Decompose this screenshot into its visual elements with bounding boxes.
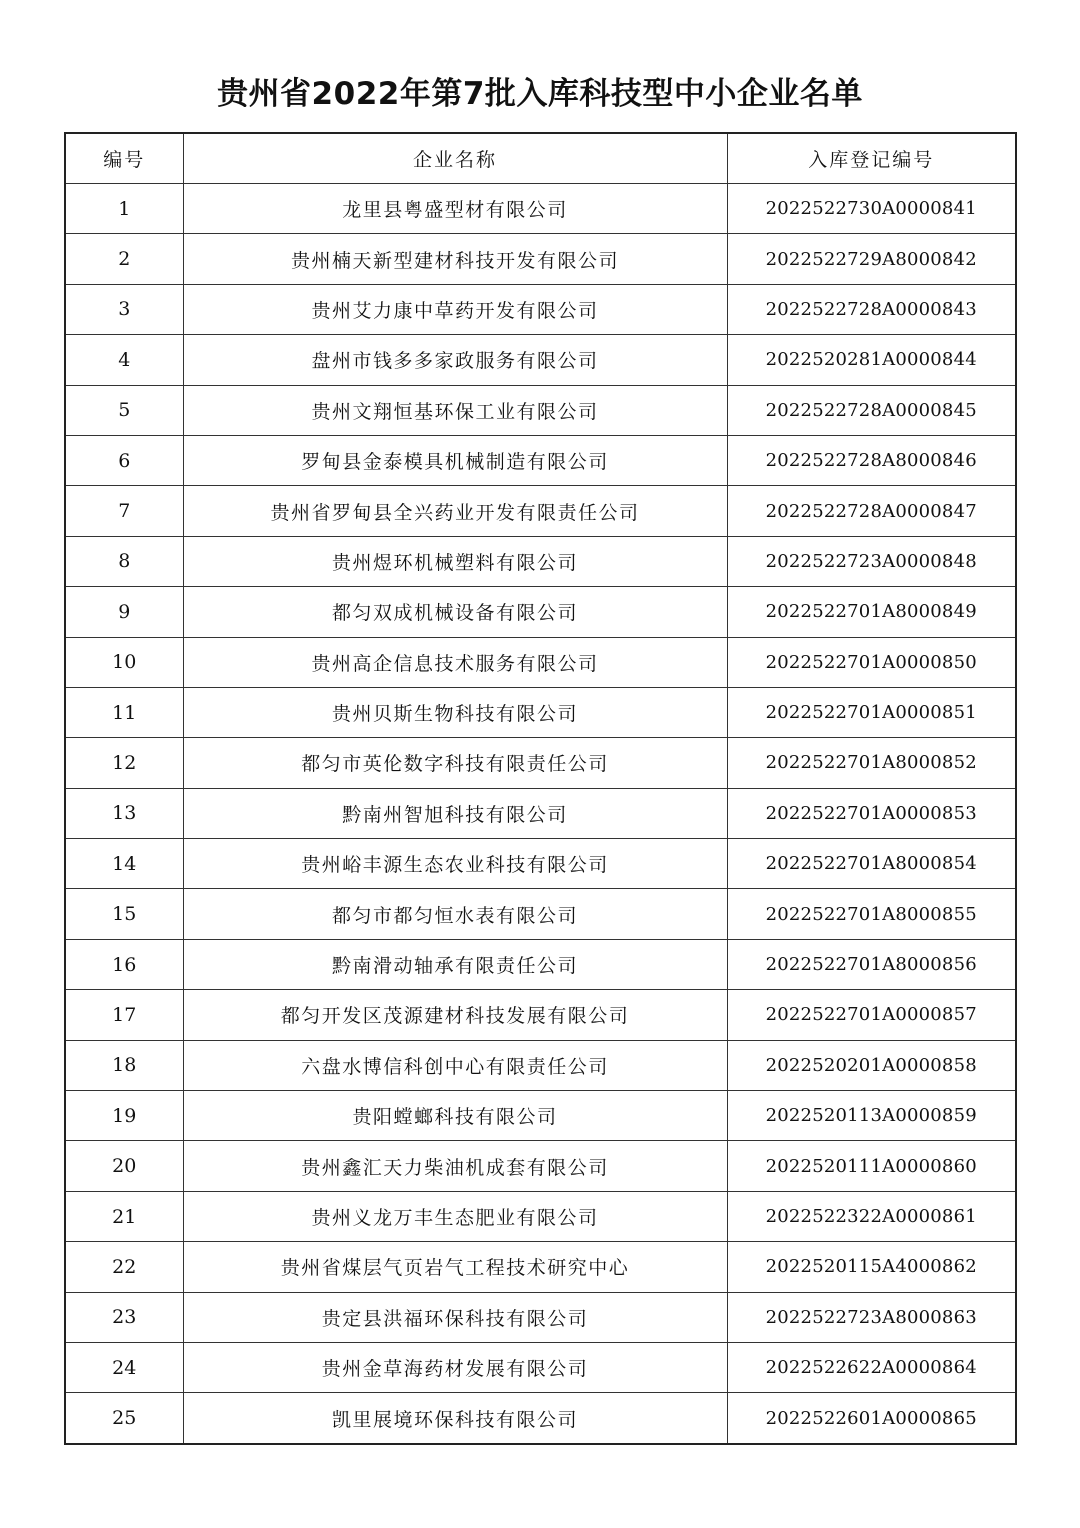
registration-code: 2022522701A0000851 bbox=[727, 687, 1016, 737]
company-name: 黔南州智旭科技有限公司 bbox=[183, 788, 727, 838]
row-number: 21 bbox=[65, 1191, 183, 1241]
table-row bbox=[65, 1292, 1016, 1342]
company-name: 贵州高企信息技术服务有限公司 bbox=[183, 637, 727, 687]
registration-code: 2022522701A8000855 bbox=[727, 889, 1016, 939]
row-number: 17 bbox=[65, 990, 183, 1040]
company-name: 贵定县洪福环保科技有限公司 bbox=[183, 1292, 727, 1342]
table-row bbox=[65, 335, 1016, 385]
table-row bbox=[65, 284, 1016, 334]
company-name: 贵州省罗甸县全兴药业开发有限责任公司 bbox=[183, 486, 727, 536]
registration-code: 2022522728A8000846 bbox=[727, 435, 1016, 485]
table-body bbox=[65, 184, 1016, 1444]
row-number: 24 bbox=[65, 1342, 183, 1392]
row-number: 15 bbox=[65, 889, 183, 939]
registration-code: 2022522701A8000854 bbox=[727, 839, 1016, 889]
row-number: 8 bbox=[65, 536, 183, 586]
row-number: 11 bbox=[65, 687, 183, 737]
table-row bbox=[65, 990, 1016, 1040]
registration-code: 2022522701A0000857 bbox=[727, 990, 1016, 1040]
row-number: 20 bbox=[65, 1141, 183, 1191]
table-row bbox=[65, 1342, 1016, 1392]
registration-code: 2022522701A0000850 bbox=[727, 637, 1016, 687]
table-row bbox=[65, 1040, 1016, 1090]
registration-code: 2022522701A8000852 bbox=[727, 738, 1016, 788]
registration-code: 2022522728A0000845 bbox=[727, 385, 1016, 435]
table-row bbox=[65, 536, 1016, 586]
table-row bbox=[65, 587, 1016, 637]
table-row bbox=[65, 486, 1016, 536]
row-number: 5 bbox=[65, 385, 183, 435]
page-title: 贵州省2022年第7批入库科技型中小企业名单 bbox=[217, 76, 863, 112]
row-number: 12 bbox=[65, 738, 183, 788]
registration-code: 2022520113A0000859 bbox=[727, 1091, 1016, 1141]
company-name: 都匀开发区茂源建材科技发展有限公司 bbox=[183, 990, 727, 1040]
header-code: 入库登记编号 bbox=[727, 133, 1016, 184]
company-name: 龙里县粤盛型材有限公司 bbox=[183, 184, 727, 234]
table-row bbox=[65, 435, 1016, 485]
row-number: 18 bbox=[65, 1040, 183, 1090]
company-name: 贵州省煤层气页岩气工程技术研究中心 bbox=[183, 1242, 727, 1292]
enterprise-list-table bbox=[64, 132, 1017, 1445]
company-name: 贵州煜环机械塑料有限公司 bbox=[183, 536, 727, 586]
table-row bbox=[65, 1191, 1016, 1241]
row-number: 14 bbox=[65, 839, 183, 889]
row-number: 25 bbox=[65, 1393, 183, 1444]
registration-code: 2022522730A0000841 bbox=[727, 184, 1016, 234]
company-name: 都匀双成机械设备有限公司 bbox=[183, 587, 727, 637]
registration-code: 2022520201A0000858 bbox=[727, 1040, 1016, 1090]
row-number: 16 bbox=[65, 939, 183, 989]
registration-code: 2022522601A0000865 bbox=[727, 1393, 1016, 1444]
row-number: 7 bbox=[65, 486, 183, 536]
company-name: 六盘水博信科创中心有限责任公司 bbox=[183, 1040, 727, 1090]
registration-code: 2022522701A0000853 bbox=[727, 788, 1016, 838]
table-row bbox=[65, 687, 1016, 737]
table-row bbox=[65, 1091, 1016, 1141]
row-number: 22 bbox=[65, 1242, 183, 1292]
company-name: 罗甸县金泰模具机械制造有限公司 bbox=[183, 435, 727, 485]
registration-code: 2022520115A4000862 bbox=[727, 1242, 1016, 1292]
header-no: 编号 bbox=[65, 133, 183, 184]
table-row bbox=[65, 184, 1016, 234]
registration-code: 2022522729A8000842 bbox=[727, 234, 1016, 284]
company-name: 都匀市英伦数字科技有限责任公司 bbox=[183, 738, 727, 788]
row-number: 4 bbox=[65, 335, 183, 385]
table-row bbox=[65, 788, 1016, 838]
row-number: 3 bbox=[65, 284, 183, 334]
company-name: 贵州楠天新型建材科技开发有限公司 bbox=[183, 234, 727, 284]
registration-code: 2022522322A0000861 bbox=[727, 1191, 1016, 1241]
company-name: 贵州贝斯生物科技有限公司 bbox=[183, 687, 727, 737]
registration-code: 2022522723A8000863 bbox=[727, 1292, 1016, 1342]
row-number: 1 bbox=[65, 184, 183, 234]
company-name: 贵州义龙万丰生态肥业有限公司 bbox=[183, 1191, 727, 1241]
registration-code: 2022520281A0000844 bbox=[727, 335, 1016, 385]
header-name: 企业名称 bbox=[183, 133, 727, 184]
row-number: 2 bbox=[65, 234, 183, 284]
registration-code: 2022522728A0000847 bbox=[727, 486, 1016, 536]
table-row bbox=[65, 1242, 1016, 1292]
registration-code: 2022522723A0000848 bbox=[727, 536, 1016, 586]
company-name: 贵州峪丰源生态农业科技有限公司 bbox=[183, 839, 727, 889]
company-name: 贵州金草海药材发展有限公司 bbox=[183, 1342, 727, 1392]
company-name: 黔南滑动轴承有限责任公司 bbox=[183, 939, 727, 989]
table-row bbox=[65, 839, 1016, 889]
registration-code: 2022522701A8000856 bbox=[727, 939, 1016, 989]
table-row bbox=[65, 637, 1016, 687]
table-row bbox=[65, 1141, 1016, 1191]
company-name: 凯里展境环保科技有限公司 bbox=[183, 1393, 727, 1444]
table-row bbox=[65, 385, 1016, 435]
company-name: 盘州市钱多多家政服务有限公司 bbox=[183, 335, 727, 385]
company-name: 贵阳螳螂科技有限公司 bbox=[183, 1091, 727, 1141]
registration-code: 2022522701A8000849 bbox=[727, 587, 1016, 637]
table-row bbox=[65, 889, 1016, 939]
row-number: 6 bbox=[65, 435, 183, 485]
table-row bbox=[65, 234, 1016, 284]
table-row bbox=[65, 1393, 1016, 1444]
table-header bbox=[65, 133, 1016, 184]
table-row bbox=[65, 738, 1016, 788]
row-number: 10 bbox=[65, 637, 183, 687]
registration-code: 2022522622A0000864 bbox=[727, 1342, 1016, 1392]
registration-code: 2022522728A0000843 bbox=[727, 284, 1016, 334]
table-row bbox=[65, 939, 1016, 989]
header-row bbox=[65, 133, 1016, 184]
row-number: 19 bbox=[65, 1091, 183, 1141]
registration-code: 2022520111A0000860 bbox=[727, 1141, 1016, 1191]
row-number: 13 bbox=[65, 788, 183, 838]
row-number: 23 bbox=[65, 1292, 183, 1342]
row-number: 9 bbox=[65, 587, 183, 637]
company-name: 贵州文翔恒基环保工业有限公司 bbox=[183, 385, 727, 435]
company-name: 贵州艾力康中草药开发有限公司 bbox=[183, 284, 727, 334]
company-name: 贵州鑫汇天力柴油机成套有限公司 bbox=[183, 1141, 727, 1191]
company-name: 都匀市都匀恒水表有限公司 bbox=[183, 889, 727, 939]
